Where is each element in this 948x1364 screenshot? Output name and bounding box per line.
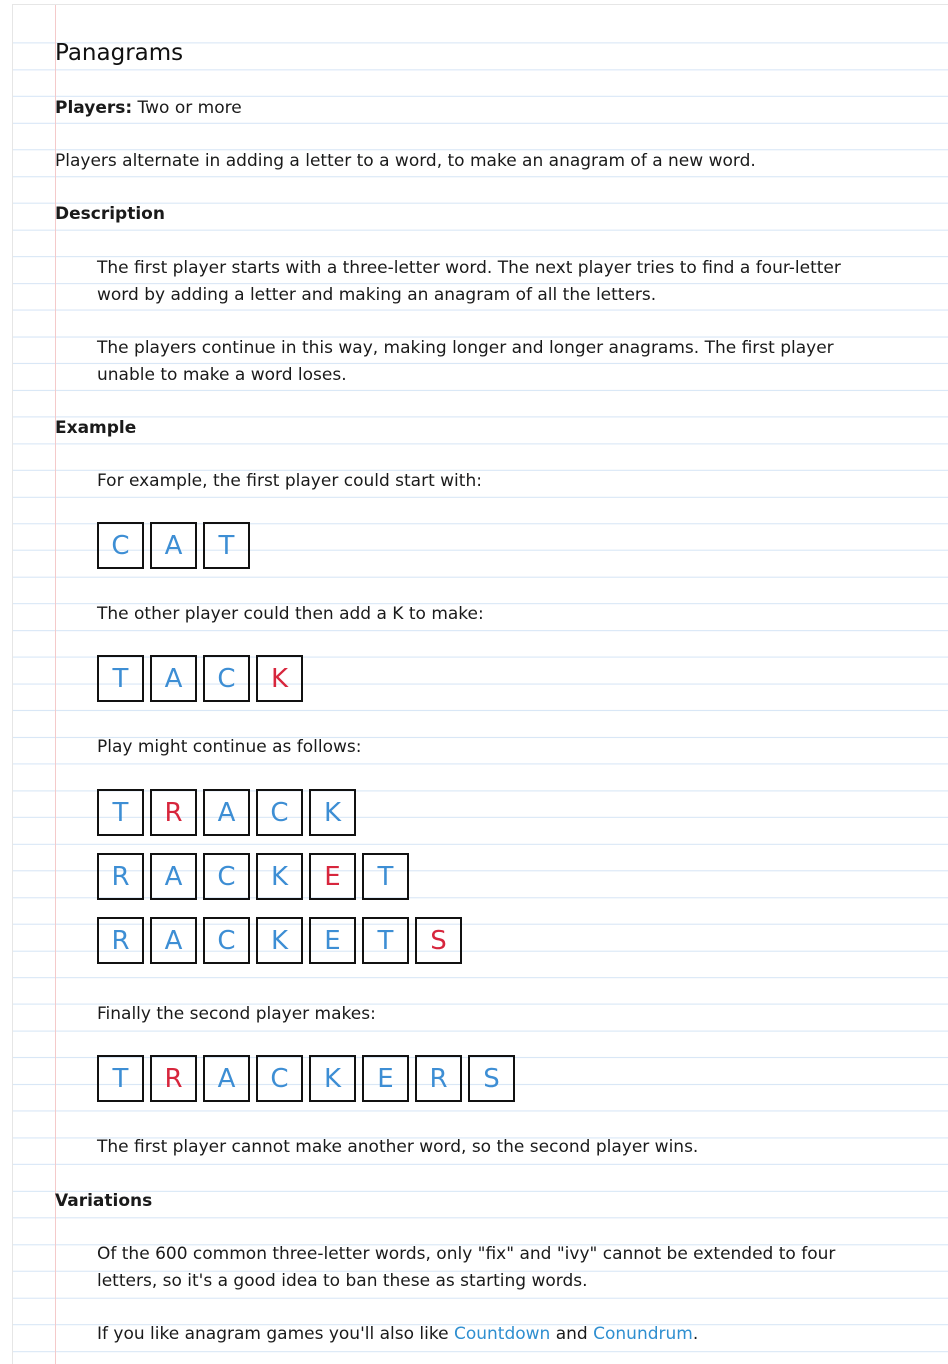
letter-tile: T	[97, 1055, 144, 1102]
word-tiles-trackers	[97, 1055, 515, 1102]
example-heading: Example	[55, 418, 137, 438]
letter-tile: A	[150, 917, 197, 964]
variations-text-after: .	[692, 1324, 699, 1344]
letter-tile: T	[362, 917, 409, 964]
letter-tile: C	[203, 853, 250, 900]
description-paragraph-1: The first player starts with a three-letter word. The next player tries to find a four-letter word by adding a letter and making an anagram of all the letters.	[97, 258, 841, 305]
letter-tile: E	[309, 917, 356, 964]
letter-tile: T	[97, 789, 144, 836]
letter-tile: R	[97, 853, 144, 900]
letter-tile: E	[362, 1055, 409, 1102]
letter-tile: A	[150, 853, 197, 900]
variations-paragraph-1: Of the 600 common three-letter words, only "fix" and "ivy" cannot be extended to four letters, so it's a good idea to ban these as starting words.	[97, 1244, 836, 1291]
example-start-text: For example, the first player could start with:	[97, 471, 482, 491]
description-paragraph-2: The players continue in this way, making longer and longer anagrams. The first player unable to make a word loses.	[97, 338, 834, 385]
players-value: Two or more	[132, 98, 242, 118]
word-tiles-tack	[97, 655, 303, 702]
letter-tile: R	[415, 1055, 462, 1102]
letter-tile: K	[309, 789, 356, 836]
letter-tile: T	[97, 655, 144, 702]
letter-tile: A	[150, 522, 197, 569]
letter-tile: E	[309, 853, 356, 900]
players-label: Players:	[55, 98, 133, 118]
example-final-text: Finally the second player makes:	[97, 1004, 376, 1024]
word-tiles-racket	[97, 853, 409, 900]
variations-paragraph-2	[97, 1321, 887, 1348]
word-tiles-rackets	[97, 917, 462, 964]
notebook-page	[12, 4, 948, 1364]
variations-heading: Variations	[55, 1191, 153, 1211]
description-heading: Description	[55, 204, 165, 224]
letter-tile: R	[150, 1055, 197, 1102]
example-end-text: The first player cannot make another word, so the second player wins.	[97, 1137, 699, 1157]
letter-tile: K	[309, 1055, 356, 1102]
letter-tile: R	[97, 917, 144, 964]
intro-text: Players alternate in adding a letter to a word, to make an anagram of a new word.	[55, 151, 756, 171]
letter-tile: C	[256, 1055, 303, 1102]
letter-tile: K	[256, 853, 303, 900]
letter-tile: R	[150, 789, 197, 836]
example-continue-text: Play might continue as follows:	[97, 737, 362, 757]
letter-tile: C	[203, 917, 250, 964]
letter-tile: A	[203, 1055, 250, 1102]
page-title: Panagrams	[55, 40, 184, 66]
letter-tile: A	[203, 789, 250, 836]
letter-tile: A	[150, 655, 197, 702]
letter-tile: C	[97, 522, 144, 569]
word-tiles-track	[97, 789, 356, 836]
letter-tile: S	[415, 917, 462, 964]
letter-tile: K	[256, 917, 303, 964]
variations-text-before: If you like anagram games you'll also like	[97, 1324, 454, 1344]
players-line	[55, 95, 845, 122]
letter-tile: T	[362, 853, 409, 900]
letter-tile: T	[203, 522, 250, 569]
conundrum-link[interactable]: Conundrum	[593, 1324, 693, 1344]
letter-tile: S	[468, 1055, 515, 1102]
example-add-text: The other player could then add a K to make:	[97, 604, 484, 624]
word-tiles-cat	[97, 522, 250, 569]
letter-tile: C	[203, 655, 250, 702]
countdown-link[interactable]: Countdown	[453, 1324, 551, 1344]
letter-tile: C	[256, 789, 303, 836]
letter-tile: K	[256, 655, 303, 702]
variations-text-mid: and	[550, 1324, 594, 1344]
